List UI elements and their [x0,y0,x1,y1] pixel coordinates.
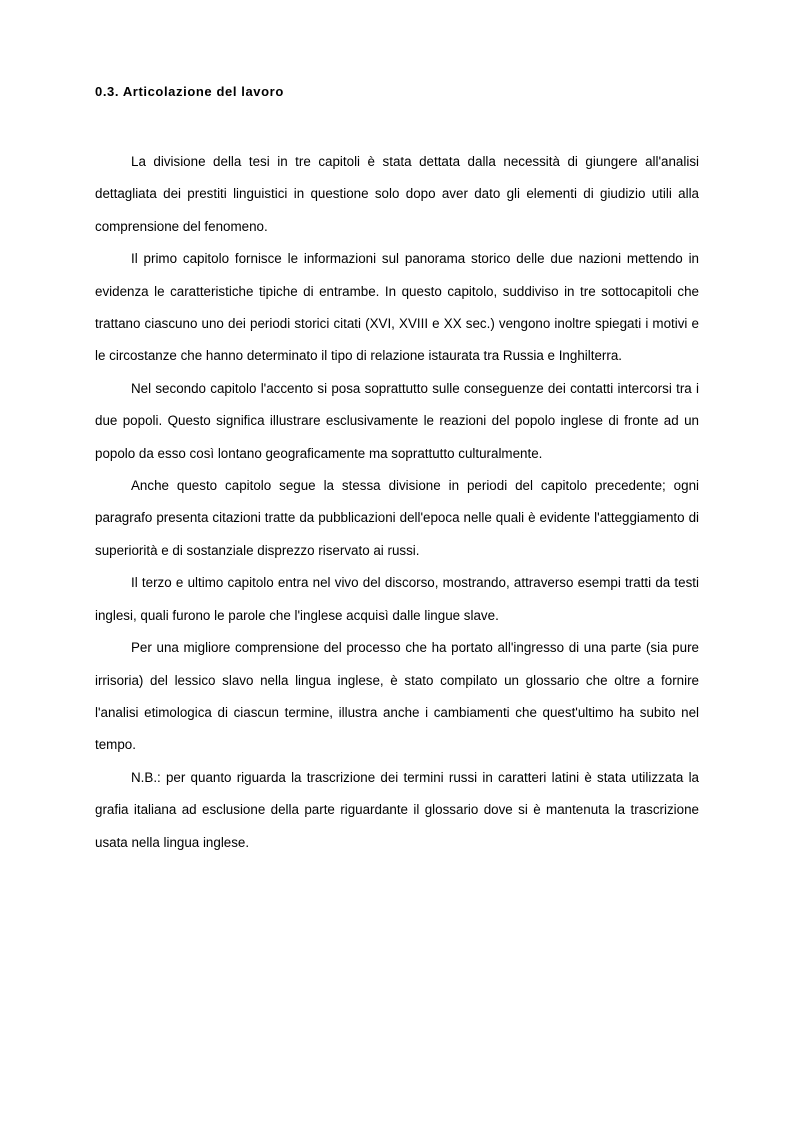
paragraph-divisione-periodi: Anche questo capitolo segue la stessa divisione in periodi del capitolo precedente; ogni paragrafo presenta citazioni tratte da pubblicazioni dell'epoca nelle quali è evidente l'atteggiamento di superiorità e di sostanziale disprezzo riservato ai russi. [95,478,699,558]
paragraph-glossario: Per una migliore comprensione del processo che ha portato all'ingresso di una parte (sia pure irrisoria) del lessico slavo nella lingua inglese, è stato compilato un glossario che oltre a fornire l'analisi etimologica di ciascun termine, illustra anche i cambiamenti che quest'ultimo ha subito nel tempo. [95,640,699,753]
section-title: 0.3. Articolazione del lavoro [95,84,284,99]
paragraph-primo-capitolo: Il primo capitolo fornisce le informazioni sul panorama storico delle due nazioni mettendo in evidenza le caratteristiche tipiche di entrambe. In questo capitolo, suddiviso in tre sottocapitoli che trattano ciascuno uno dei periodi storici citati (XVI, XVIII e XX sec.) vengono inoltre spiegati i motivi e le circostanze che hanno determinato il tipo di relazione istaurata tra Russia e Inghilterra. [95,251,699,364]
paragraph-nota-bene: N.B.: per quanto riguarda la trascrizione dei termini russi in caratteri latini è stata utilizzata la grafia italiana ad esclusione della parte riguardante il glossario dove si è mantenuta la trascrizione usata nella lingua inglese. [95,769,699,850]
paragraph-divisione-tesi: La divisione della tesi in tre capitoli è stata dettata dalla necessità di giungere all'analisi dettagliata dei prestiti linguistici in questione solo dopo aver dato gli elementi di giudizio utili alla comprensione del fenomeno. [95,154,699,234]
body-text [95,146,699,859]
paragraph-secondo-capitolo: Nel secondo capitolo l'accento si posa soprattutto sulle conseguenze dei contatti intercorsi tra i due popoli. Questo significa illustrare esclusivamente le reazioni del popolo inglese di fronte ad un popolo da esso così lontano geograficamente ma soprattutto culturalmente. [95,380,699,461]
paragraph-terzo-capitolo: Il terzo e ultimo capitolo entra nel vivo del discorso, mostrando, attraverso esempi tratti da testi inglesi, quali furono le parole che l'inglese acquisì dalle lingue slave. [95,575,699,623]
